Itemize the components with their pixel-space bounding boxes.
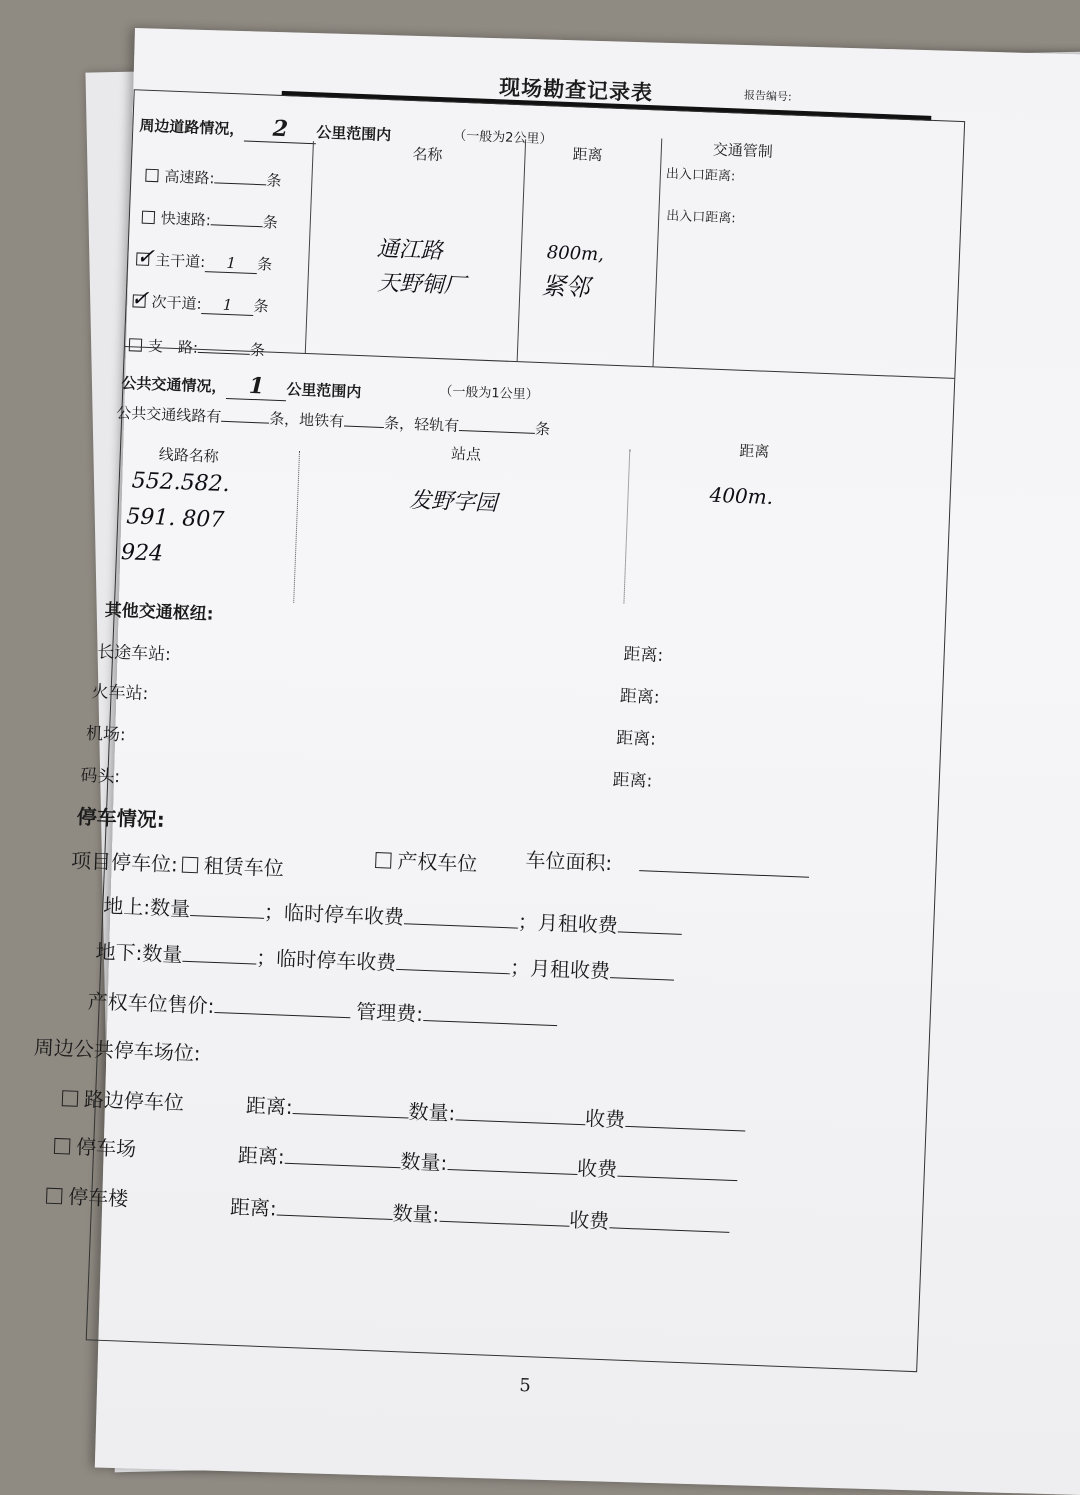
road-name-2: 天野铜厂 <box>377 270 466 300</box>
bus-lines-field[interactable] <box>221 407 270 424</box>
arterial-check-mark: ✓ <box>135 244 156 271</box>
above-ground-row: 地上:数量 ；临时停车收费 ；月租收费 <box>103 890 682 941</box>
transit-col-distance: 距离 <box>739 441 770 461</box>
metro-lines-field[interactable] <box>344 412 385 429</box>
hub-pier: 码头: <box>80 765 121 788</box>
parking-area-label: 车位面积: <box>525 847 613 876</box>
transit-range-note: （一般为1公里） <box>439 384 539 403</box>
public-parking-label: 周边公共停车场位: <box>33 1035 202 1066</box>
hub-airport-distance: 距离: <box>615 728 657 750</box>
highway-checkbox[interactable] <box>145 169 158 182</box>
transit-divider-2 <box>623 449 630 603</box>
transit-col-stop: 站点 <box>450 444 482 464</box>
roads-col-name: 名称 <box>412 144 443 165</box>
road-type-secondary: 次干道: 1 条 <box>132 290 269 316</box>
form-title: 现场勘查记录表 <box>498 75 654 106</box>
hub-pier-distance: 距离: <box>612 770 653 792</box>
form-frame <box>33 89 965 1372</box>
road-distance-1: 800m, <box>546 242 605 266</box>
management-fee-field[interactable] <box>423 1006 557 1026</box>
hubs-label: 其他交通枢纽: <box>104 600 214 625</box>
secondary-check-mark: ✓ <box>130 286 150 312</box>
hub-bus-station: 长途车站: <box>96 642 172 666</box>
parking-area-field[interactable] <box>639 870 809 878</box>
road-distance-2: 紧邻 <box>540 272 591 302</box>
public-parking-lot: 停车场 <box>54 1130 137 1162</box>
roads-divider-2 <box>517 139 527 361</box>
bus-stop-name: 发野字园 <box>408 488 498 517</box>
road-type-highway: 高速路: 条 <box>145 165 282 191</box>
roads-col-distance: 距离 <box>572 145 603 165</box>
road-type-branch: 支 路: 条 <box>129 334 266 360</box>
road-type-expressway: 快速路: 条 <box>141 207 278 233</box>
branch-checkbox[interactable] <box>129 338 142 351</box>
bus-line-3: 924 <box>120 540 164 567</box>
owned-space-checkbox[interactable] <box>375 852 392 869</box>
roads-range-field[interactable]: 2 <box>244 114 317 144</box>
roads-col-traffic: 交通管制 <box>712 140 774 161</box>
sale-price-row: 产权车位售价: 管理费: <box>87 985 557 1032</box>
survey-form <box>33 58 984 1397</box>
lot-details: 距离: 数量: 收费 <box>237 1139 737 1187</box>
transit-lines-row: 公共交通线路有 条，地铁有 条，轻轨有 条 <box>116 403 551 439</box>
rent-space-checkbox[interactable] <box>181 857 198 874</box>
parking-label: 停车情况: <box>76 804 166 832</box>
owned-space-option: 产权车位 <box>375 844 478 877</box>
hub-train-station: 火车站: <box>91 682 149 705</box>
roads-section-label: 周边道路情况， 2 公里范围内 <box>139 115 392 145</box>
below-ground-row: 地下:数量 ；临时停车收费 ；月租收费 <box>95 935 674 986</box>
transit-col-line: 线路名称 <box>158 445 220 466</box>
page-number: 5 <box>518 1374 532 1397</box>
bus-stop-distance: 400m. <box>709 482 774 510</box>
report-number-label: 报告编号: <box>743 88 792 104</box>
sale-price-field[interactable] <box>214 998 350 1018</box>
parking-project-row: 项目停车位: 租赁车位 <box>70 848 285 881</box>
bus-line-1: 552.582. <box>131 468 231 498</box>
garage-details: 距离: 数量: 收费 <box>229 1191 729 1239</box>
transit-section-label: 公共交通情况， 1 公里范围内 <box>121 372 362 402</box>
expressway-checkbox[interactable] <box>142 211 155 224</box>
hub-train-station-distance: 距离: <box>619 686 660 708</box>
transit-divider-1 <box>293 451 300 603</box>
public-parking-roadside: 路边停车位 <box>62 1082 185 1116</box>
road-type-arterial: 主干道: 1 条 <box>136 248 273 274</box>
public-parking-garage: 停车楼 <box>46 1180 129 1212</box>
bus-line-2: 591. 807 <box>125 504 225 533</box>
hub-airport: 机场: <box>85 723 127 746</box>
entrance-distance-1: 出入口距离: <box>665 166 736 185</box>
roads-divider-3 <box>653 138 663 366</box>
roads-range-note: （一般为2公里） <box>452 128 553 148</box>
light-rail-field[interactable] <box>459 416 536 434</box>
road-name-1: 通江路 <box>376 236 444 265</box>
roadside-details: 距离: 数量: 收费 <box>245 1089 745 1137</box>
hub-bus-station-distance: 距离: <box>623 644 664 666</box>
transit-range-field[interactable]: 1 <box>226 372 287 401</box>
entrance-distance-2: 出入口距离: <box>666 208 736 227</box>
roads-divider-1 <box>305 141 314 353</box>
